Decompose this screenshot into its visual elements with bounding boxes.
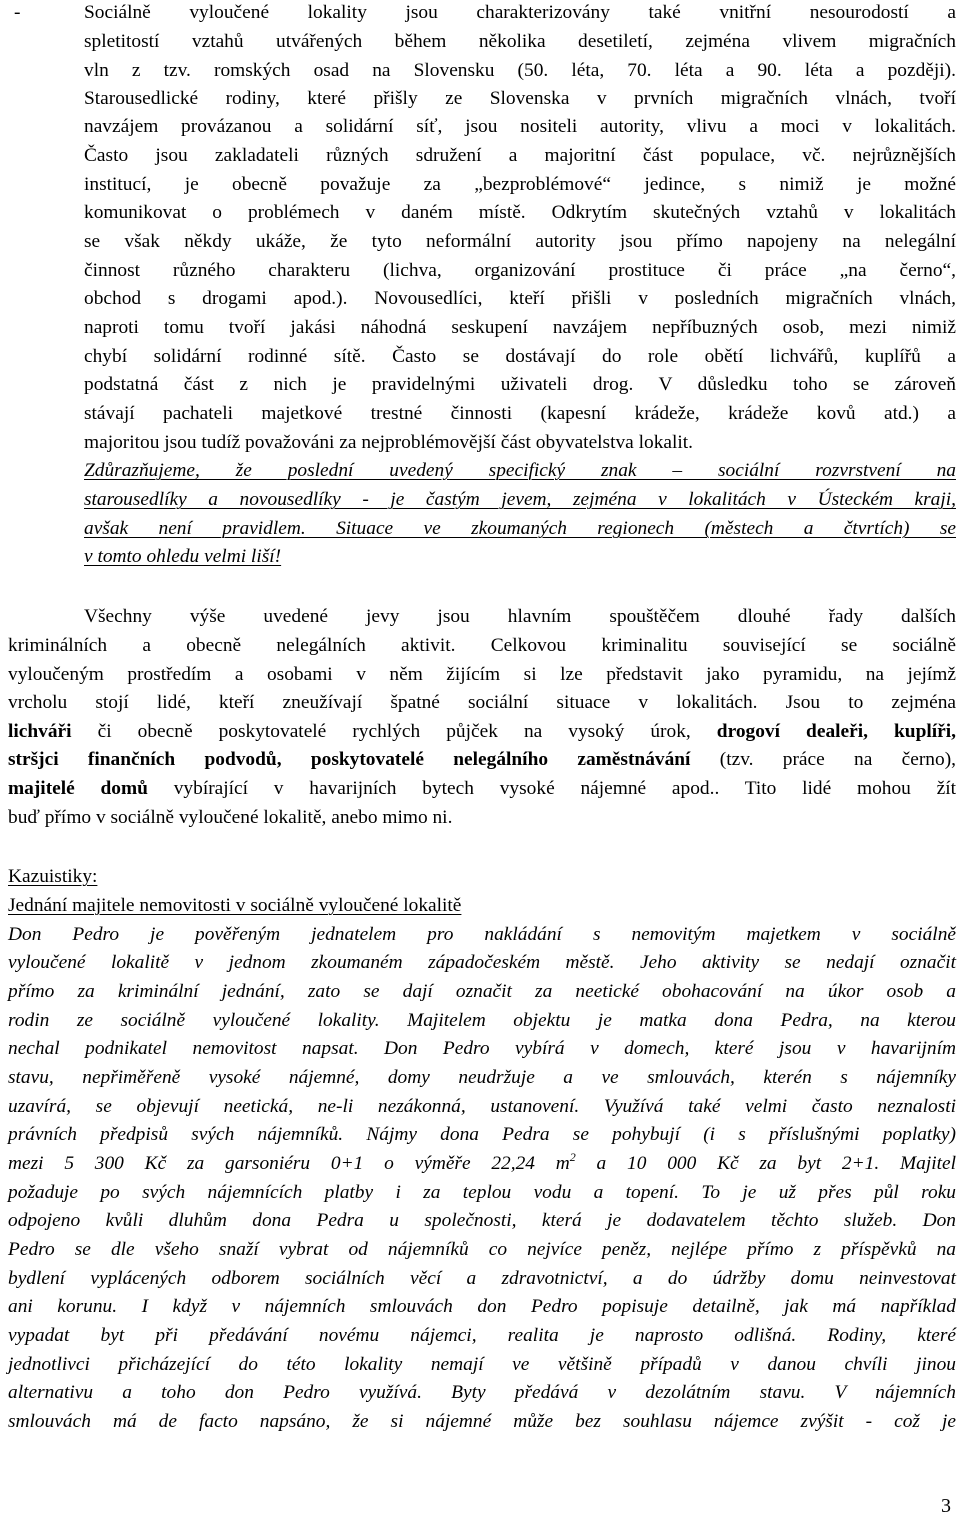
text-line: Často jsou zakladateli různých sdružení a majoritní část populace, vč. nejrůznějších xyxy=(84,145,956,166)
emphasis-line: avšak není pravidlem. Situace ve zkoumaných regionech (městech a čtvrtích) se xyxy=(84,518,956,539)
text-line: institucí, je obecně považuje za „bezproblémové“ jedince, s nimiž je možné xyxy=(84,174,956,195)
case-line xyxy=(8,1149,956,1178)
text-span: a 10 000 Kč za byt 2+1. Majitel xyxy=(575,1153,956,1174)
case-line: odpojeno kvůli dluhům dona Pedra u společnosti, která je dodavatelem těchto služeb. Don xyxy=(8,1210,956,1231)
page-number: 3 xyxy=(941,1495,951,1517)
text-line: Starousedlické rodiny, které přišly ze Slovenska v prvních migračních vlnách, tvoří xyxy=(84,88,956,109)
text-line: obchod s drogami apod.). Novousedlíci, kteří přišli v posledních migračních vlnách, xyxy=(84,288,956,309)
text-line: stávají pachateli majetkové trestné činnosti (kapesní krádeže, krádeže kovů atd.) a xyxy=(84,403,956,424)
superscript: 2 xyxy=(569,1150,576,1164)
case-line: vypadat byt při předávání novému nájemci, realita je naprosto odlišná. Rodiny, které xyxy=(8,1325,956,1346)
case-line: stavu, nepřiměřeně vysoké nájemné, domy neudržuje a ve smlouvách, kterén s nájemníky xyxy=(8,1067,956,1088)
case-line: ani korunu. I když v nájemních smlouvách don Pedro popisuje detailně, jak má například xyxy=(8,1296,956,1317)
case-heading: Kazuistiky: xyxy=(8,866,98,887)
case-line: právních předpisů svých nájemníků. Nájmy dona Pedra se pohybují (i s příslušnými poplatky) xyxy=(8,1124,956,1145)
text-line xyxy=(14,0,956,27)
emphasis-line: v tomto ohledu velmi liší! xyxy=(84,546,282,567)
case-line: Pedro se dle všeho snaží vybrat od nájemníků co nejvíce peněz, nejlépe přímo z příspěvků na xyxy=(8,1239,956,1260)
bold-term: drogoví dealeři, kuplíři, xyxy=(690,721,956,742)
text-line: vln z tzv. romských osad na Slovensku (50. léta, 70. léta a 90. léta a později). xyxy=(84,60,956,81)
case-line: Don Pedro je pověřeným jednatelem pro nakládání s nemovitým majetkem v sociálně xyxy=(8,924,956,945)
bold-term: stršjci finančních podvodů, poskytovatelé nelegálního zaměstnávání xyxy=(8,749,691,770)
text-line: se však někdy ukáže, že tyto neformální autority jsou přímo napojeny na nelegální xyxy=(84,231,956,252)
text-line: vrcholu stojí lidé, kteří zneužívají špatné sociální situace v lokalitách. Jsou to zejména xyxy=(8,692,956,713)
case-line: vyloučené lokalitě v jednom zkoumaném západočeském městě. Jeho aktivity se nedají označit xyxy=(8,952,956,973)
case-line: přímo za kriminální jednání, zato se dají označit za neetické obohacování na úkor osob a xyxy=(8,981,956,1002)
text-line xyxy=(8,745,956,774)
text-line: činnost různého charakteru (lichva, organizování prostituce či práce „na černo“, xyxy=(84,260,956,281)
case-line: požaduje po svých nájemnících platby i za teplou vodu a topení. To je už přes půl roku xyxy=(8,1182,956,1203)
text-line xyxy=(8,774,956,803)
bullet-dash: - xyxy=(14,2,21,23)
text-line: majoritou jsou tudíž považováni za nejproblémovější část obyvatelstva lokalit. xyxy=(84,432,694,453)
case-title: Jednání majitele nemovitosti v sociálně vyloučené lokalitě xyxy=(8,895,462,916)
emphasis-line: starousedlíky a novousedlíky - je častým jevem, zejména v lokalitách v Ústeckém kraji, xyxy=(84,489,956,510)
bold-term: majitelé domů xyxy=(8,778,148,799)
text-line: spletitostí vztahů utvářených během několika desetiletí, zejména vlivem migračních xyxy=(84,31,956,52)
emphasis-line: Zdůrazňujeme, že poslední uvedený specifický znak – sociální rozvrstvení na xyxy=(84,460,956,481)
case-line: rodin ze sociálně vyloučené lokality. Majitelem objektu je matka dona Pedra, na kterou xyxy=(8,1010,956,1031)
text-line: Všechny výše uvedené jevy jsou hlavním spouštěčem dlouhé řady dalších xyxy=(84,606,956,627)
case-line: uzavírá, se objevují neetická, ne-li nezákonná, ustanovení. Využívá také velmi často neznalosti xyxy=(8,1096,956,1117)
text-line: chybí solidární rodinné sítě. Často se dostávají do role obětí lichvářů, kuplířů a xyxy=(84,346,956,367)
text-line: komunikovat o problémech v daném místě. Odkrytím skutečných vztahů v lokalitách xyxy=(84,202,956,223)
text-line: podstatná část z nich je pravidelnými uživateli drog. V důsledku toho se zároveň xyxy=(84,374,956,395)
text-line: navzájem provázanou a solidární síť, jsou nositeli autority, vlivu a moci v lokalitách. xyxy=(84,116,956,137)
text-line xyxy=(8,717,956,746)
case-line: smlouvách má de facto napsáno, že si nájemné může bez souhlasu nájemce zvýšit - což je xyxy=(8,1411,956,1432)
case-line: nechal podnikatel nemovitost napsat. Don Pedro vybírá v domech, které jsou v havarijním xyxy=(8,1038,956,1059)
text-span: vybírající v havarijních bytech vysoké nájemné apod.. Tito lidé mohou žít xyxy=(147,778,957,799)
text-span: mezi 5 300 Kč za garsoniéru 0+1 o výměře 22,24 m xyxy=(8,1153,570,1174)
text-line: buď přímo v sociálně vyloučené lokalitě, anebo mimo ni. xyxy=(8,807,453,828)
case-line: bydlení vyplácených odborem sociálních věcí a zdravotnictví, a do údržby domu neinvestovat xyxy=(8,1268,956,1289)
bold-term: lichváři xyxy=(8,721,72,742)
case-line: jednotlivci přicházející do této lokality nemají ve většině případů v danou chvíli jinou xyxy=(8,1354,956,1375)
text-span: či obecně poskytovatelé rychlých půjček na vysoký úrok, xyxy=(71,721,691,742)
text-line: naproti tomu tvoří jakási náhodná seskupení navzájem nepříbuzných osob, mezi nimiž xyxy=(84,317,956,338)
text-line: vyloučeným prostředím a osobami v něm žijícím si lze představit jako pyramidu, na jejímž xyxy=(8,664,956,685)
text-line: kriminálních a obecně nelegálních aktivit. Celkovou kriminalitu související se sociálně xyxy=(8,635,956,656)
text-span: Sociálně vyloučené lokality jsou charakterizovány také vnitřní nesourodostí a xyxy=(84,2,956,23)
case-line: alternativu a toho don Pedro využívá. Byty předává v dezolátním stavu. V nájemních xyxy=(8,1382,956,1403)
text-span: (tzv. práce na černo), xyxy=(690,749,957,770)
